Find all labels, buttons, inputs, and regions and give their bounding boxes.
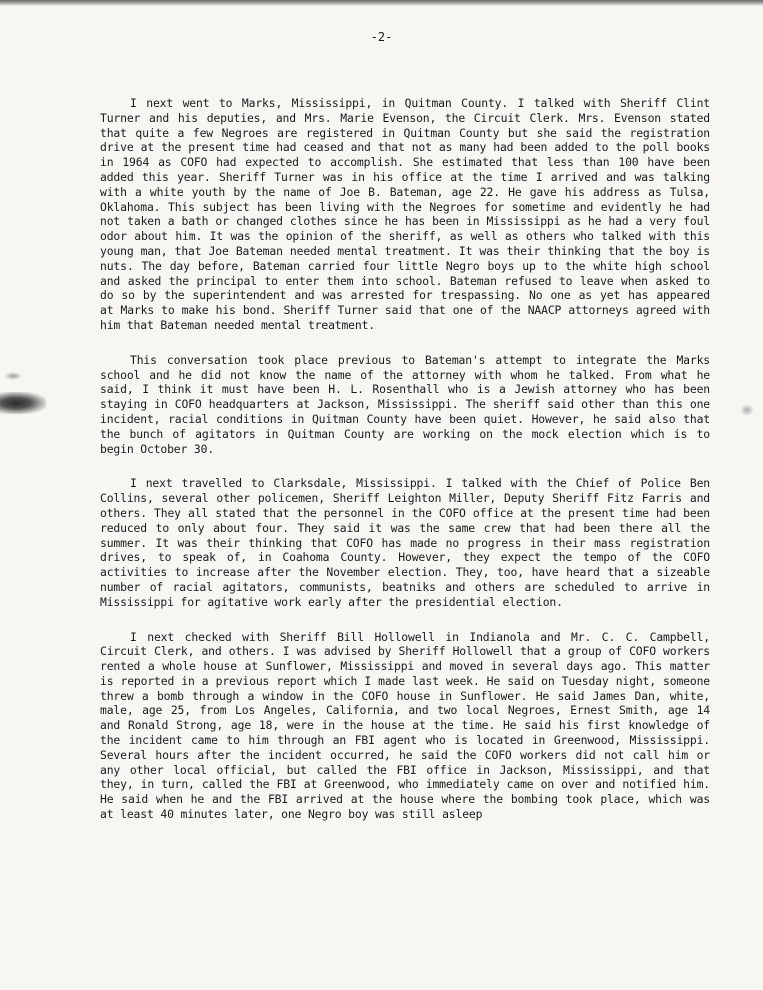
paragraph-marks-quitman-county: I next went to Marks, Mississippi, in Quitman County. I talked with Sheriff Clint Turner and his deputies, and Mrs. Marie Evenson, the Circuit Clerk. Mrs. Evenson stated that quite a few Negroes are registered in Quitman County but she said the registration drive at the present time had ceased and that not as many had been added to the poll books in 1964 as COFO had expected to accomplish. She estimated that less than 100 have been added this year. Sheriff Turner was in his office at the time I arrived and was talking with a white youth by the name of Joe B. Bateman, age 22. He gave his address as Tulsa, Oklahoma. This subject has been living with the Negroes for sometime and evidently he had not taken a bath or changed clothes since he has been in Mississippi as he had a very foul odor about him. It was the opinion of the sheriff, as well as others who talked with this young man, that Joe Bateman needed mental treatment. It was their thinking that the boy is nuts. The day before, Bateman carried four little Negro boys up to the white high school and asked the principal to enter them into school. Bateman refused to leave when asked to do so by the superintendent and was arrested for trespassing. No one as yet has appeared at Marks to make his bond. Sheriff Turner said that one of the NAACP attorneys agreed with him that Bateman needed mental treatment. (100, 96, 710, 332)
scan-smudge (4, 372, 22, 380)
paragraph-bateman-attorney: This conversation took place previous to Bateman's attempt to integrate the Marks school and he did not know the name of the attorney with whom he talked. From what he said, I think it must have been H. L. Rosenthall who is a Jewish attorney who has been staying in COFO headquarters at Jackson, Mississippi. The sheriff said other than this one incident, racial conditions in Quitman County have been quiet. However, he said also that the bunch of agitators in Quitman County are working on the mock election which is to begin October 30. (100, 352, 710, 456)
paragraph-indianola-sunflower: I next checked with Sheriff Bill Hollowell in Indianola and Mr. C. C. Campbell, Circuit Clerk, and others. I was advised by Sheriff Hollowell that a group of COFO workers rented a whole house at Sunflower, Mississippi and moved in several days ago. This matter is reported in a previous report which I made last week. He said on Tuesday night, someone threw a bomb through a window in the COFO house in Sunflower. He said James Dan, white, male, age 25, from Los Angeles, California, and two local Negroes, Ernest Smith, age 14 and Ronald Strong, age 18, were in the house at the time. He said his first knowledge of the incident came to him through an FBI agent who is located in Greenwood, Mississippi. Several hours after the incident occurred, he said the COFO workers did not call him or any other local official, but called the FBI office in Jackson, Mississippi, and that they, in turn, called the FBI at Greenwood, who immediately came on over and notified him. He said when he and the FBI arrived at the house where the bombing took place, which was at least 40 minutes later, one Negro boy was still asleep (100, 629, 710, 822)
scan-top-edge (0, 0, 763, 6)
scan-blot (0, 392, 46, 414)
scan-speck (740, 404, 754, 416)
paragraph-clarksdale: I next travelled to Clarksdale, Mississippi. I talked with the Chief of Police Ben Collins, several other policemen, Sheriff Leighton Miller, Deputy Sheriff Fitz Farris and others. They all stated that the personnel in the COFO office at the present time had been reduced to only about four. They said it was the same crew that had been there all the summer. It was their thinking that COFO has made no progress in their mass registration drives, to speak of, in Coahoma County. However, they expect the tempo of the COFO activities to increase after the November election. They, too, have heard that a sizeable number of racial agitators, communists, beatniks and others are scheduled to arrive in Mississippi for agitative work early after the presidential election. (100, 476, 710, 609)
page-number: -2- (370, 30, 393, 44)
document-body (100, 96, 710, 822)
